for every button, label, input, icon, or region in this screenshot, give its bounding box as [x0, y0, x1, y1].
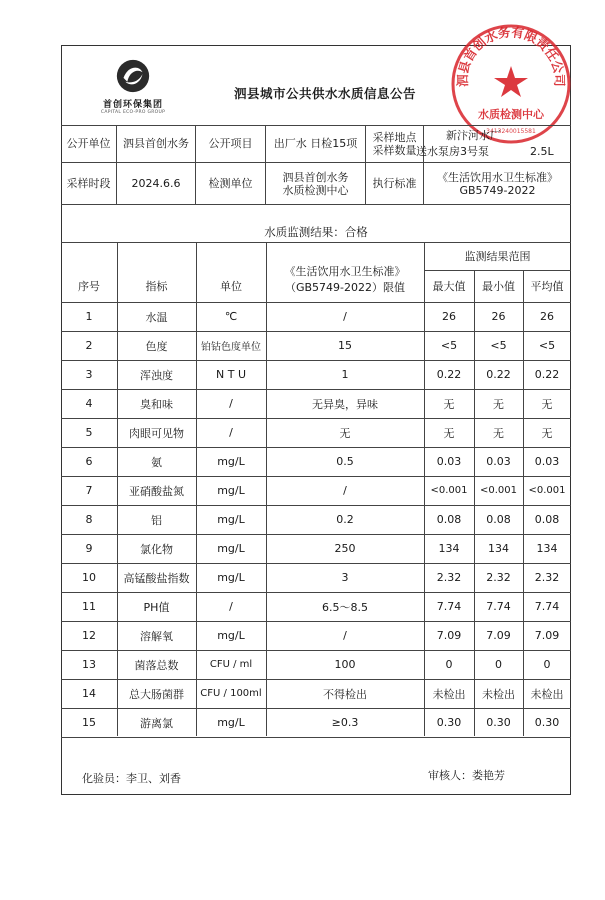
cell-unit: 铂钴色度单位 — [201, 342, 261, 353]
cell-avg: <0.001 — [528, 485, 566, 496]
cell-max: 未检出 — [432, 687, 466, 701]
cell-max: 26 — [442, 310, 456, 323]
cell-seq: 1 — [85, 310, 93, 323]
cell-unit: mg/L — [217, 716, 245, 729]
date-value: 2024.6.6 — [117, 163, 196, 205]
cell-max: <5 — [440, 339, 458, 352]
cell-avg: 26 — [540, 310, 554, 323]
col-header-unit: 单位 — [220, 280, 242, 293]
cell-limit: 0.2 — [336, 513, 354, 526]
cell-name: 氨 — [151, 455, 162, 469]
cell-seq: 7 — [85, 484, 93, 497]
cell-limit: 250 — [334, 542, 356, 555]
cell-limit: 6.5～8.5 — [322, 600, 368, 614]
col-header-index: 指标 — [145, 280, 168, 293]
lab-value-2: 水质检测中心 — [282, 183, 349, 197]
cell-name: 总大肠菌群 — [129, 687, 184, 701]
cell-limit: / — [343, 629, 347, 642]
col-header-limit-2: （GB5749-2022）限值 — [284, 281, 406, 294]
cell-seq: 3 — [85, 368, 93, 381]
cell-min: 无 — [493, 426, 504, 440]
cell-max: 134 — [438, 542, 460, 555]
cell-unit: ℃ — [224, 310, 238, 323]
cell-seq: 9 — [85, 542, 93, 555]
sample-quantity: 2.5L — [530, 145, 554, 158]
cell-max: 7.09 — [436, 629, 462, 642]
cell-unit: / — [229, 426, 233, 439]
cell-limit: 3 — [341, 571, 349, 584]
cell-unit: / — [229, 397, 233, 410]
cell-avg: 0.08 — [534, 513, 560, 526]
cell-min: 0.22 — [486, 368, 511, 381]
cell-max: 0 — [445, 658, 453, 671]
logo-icon — [114, 57, 152, 95]
cell-limit: 0.5 — [336, 455, 354, 468]
standard-value — [424, 163, 571, 205]
standard-value-1: 《生活饮用水卫生标准》 — [437, 170, 558, 184]
cell-seq: 14 — [82, 687, 96, 700]
cell-name: 浑浊度 — [140, 368, 173, 382]
col-header-seq: 序号 — [78, 280, 100, 293]
col-header-avg: 平均值 — [530, 280, 564, 293]
cell-min: 0.30 — [486, 716, 511, 729]
cell-unit: mg/L — [217, 455, 245, 468]
cell-avg: 0.22 — [534, 368, 560, 381]
site-value-2: 送水泵房3号泵 — [416, 145, 489, 158]
cell-name: 水温 — [145, 310, 168, 324]
cell-name: 氯化物 — [140, 542, 173, 556]
cell-min: 0.03 — [486, 455, 511, 468]
cell-name: 色度 — [145, 339, 168, 353]
logo-text-en: CAPITAL ECO-PRO GROUP — [100, 110, 166, 115]
cell-min: 26 — [491, 310, 506, 323]
result-title: 水质监测结果：合格 — [264, 225, 368, 239]
lab-label: 检测单位 — [196, 163, 266, 205]
cell-max: 2.32 — [436, 571, 462, 584]
cell-unit: N T U — [216, 368, 246, 381]
col-header-max: 最大值 — [432, 280, 466, 293]
cell-max: 无 — [443, 397, 455, 411]
cell-unit: mg/L — [217, 542, 245, 555]
cell-name: 亚硝酸盐氮 — [129, 484, 184, 498]
cell-name: 游离氯 — [140, 716, 173, 730]
item-label: 公开项目 — [196, 125, 266, 163]
cell-min: 0 — [495, 658, 502, 671]
cell-min: 7.74 — [486, 600, 511, 613]
cell-limit: 不得检出 — [323, 687, 367, 701]
cell-unit: CFU / 100ml — [200, 688, 262, 699]
cell-seq: 6 — [85, 455, 93, 468]
cell-unit: mg/L — [217, 629, 245, 642]
logo-text-cn: 首创环保集团 — [102, 100, 163, 110]
cell-max: 无 — [443, 426, 455, 440]
cell-unit: mg/L — [217, 484, 245, 497]
cell-name: 溶解氧 — [140, 629, 173, 643]
cell-min: <0.001 — [479, 485, 517, 496]
cell-name: 高锰酸盐指数 — [123, 571, 190, 585]
site-value-1: 新汴河水厂 — [446, 129, 501, 142]
cell-limit: ≥0.3 — [331, 716, 359, 729]
cell-seq: 10 — [82, 571, 96, 584]
cell-seq: 5 — [85, 426, 93, 439]
page-title: 泗县城市公共供水水质信息公告 — [233, 86, 416, 101]
cell-seq: 11 — [82, 600, 96, 613]
unit-label: 公开单位 — [61, 125, 117, 163]
standard-value-2: GB5749-2022 — [459, 183, 536, 197]
cell-max: 0.03 — [436, 455, 462, 468]
cell-name: 肉眼可见物 — [129, 426, 184, 440]
unit-value: 泗县首创水务 — [117, 125, 196, 163]
cell-min: <5 — [490, 339, 507, 352]
cell-name: PH值 — [143, 600, 170, 614]
lab-value-1: 泗县首创水务 — [282, 170, 349, 184]
tester-signature: 化验员：李卫、刘香 — [82, 772, 181, 785]
cell-max: 0.30 — [436, 716, 462, 729]
site-label-1: 采样地点 — [372, 130, 417, 144]
standard-label: 执行标准 — [366, 163, 424, 205]
cell-avg: 134 — [536, 542, 558, 555]
cell-avg: 无 — [541, 426, 553, 440]
cell-seq: 2 — [85, 339, 93, 352]
cell-limit: / — [343, 310, 347, 323]
cell-min: 134 — [488, 542, 509, 555]
cell-max: 0.22 — [436, 368, 462, 381]
cell-seq: 8 — [85, 513, 93, 526]
site-label-2: 采样数量 — [372, 143, 417, 157]
cell-limit: 100 — [334, 658, 356, 671]
cell-min: 未检出 — [482, 687, 515, 701]
cell-name: 臭和味 — [140, 397, 173, 411]
col-header-min: 最小值 — [482, 280, 515, 293]
cell-min: 7.09 — [486, 629, 511, 642]
cell-avg: 7.09 — [534, 629, 560, 642]
date-label: 采样时段 — [61, 163, 117, 205]
cell-min: 无 — [493, 397, 504, 411]
cell-limit: 15 — [338, 339, 352, 352]
cell-min: 2.32 — [486, 571, 511, 584]
cell-unit: / — [229, 600, 233, 613]
cell-avg: 无 — [541, 397, 553, 411]
site-value — [416, 125, 571, 163]
cell-limit: 无 — [339, 426, 351, 440]
svg-text:泗县首创水务有限责任公司: 泗县首创水务有限责任公司 — [454, 24, 568, 87]
cell-avg: 0.03 — [534, 455, 560, 468]
cell-max: <0.001 — [430, 485, 468, 496]
item-value: 出厂水 日检15项 — [266, 125, 366, 163]
col-header-limit — [266, 260, 424, 300]
cell-unit: mg/L — [217, 571, 245, 584]
cell-unit: mg/L — [217, 513, 245, 526]
cell-seq: 13 — [82, 658, 96, 671]
cell-unit: CFU / ml — [209, 659, 253, 670]
cell-avg: 未检出 — [530, 687, 564, 701]
cell-seq: 12 — [82, 629, 96, 642]
cell-avg: 0 — [543, 658, 551, 671]
cell-max: 7.74 — [436, 600, 462, 613]
cell-name: 铝 — [151, 513, 162, 527]
cell-limit: 无异臭，异味 — [312, 397, 378, 411]
cell-seq: 15 — [82, 716, 96, 729]
company-logo — [88, 45, 178, 127]
cell-avg: <5 — [538, 339, 556, 352]
cell-min: 0.08 — [486, 513, 511, 526]
svg-text:水质检测中心: 水质检测中心 — [478, 108, 544, 121]
cell-limit: 1 — [341, 368, 349, 381]
reviewer-signature: 审核人：娄艳芳 — [428, 769, 505, 782]
col-header-limit-1: 《生活饮用水卫生标准》 — [284, 265, 406, 278]
cell-seq: 4 — [85, 397, 93, 410]
cell-limit: / — [343, 484, 347, 497]
cell-max: 0.08 — [436, 513, 462, 526]
lab-value — [266, 163, 366, 205]
cell-avg: 0.30 — [534, 716, 560, 729]
svg-text:3413240015581: 3413240015581 — [486, 128, 536, 135]
col-header-range: 监测结果范围 — [464, 250, 531, 263]
cell-avg: 7.74 — [534, 600, 560, 613]
cell-avg: 2.32 — [534, 571, 560, 584]
cell-name: 菌落总数 — [134, 658, 179, 672]
